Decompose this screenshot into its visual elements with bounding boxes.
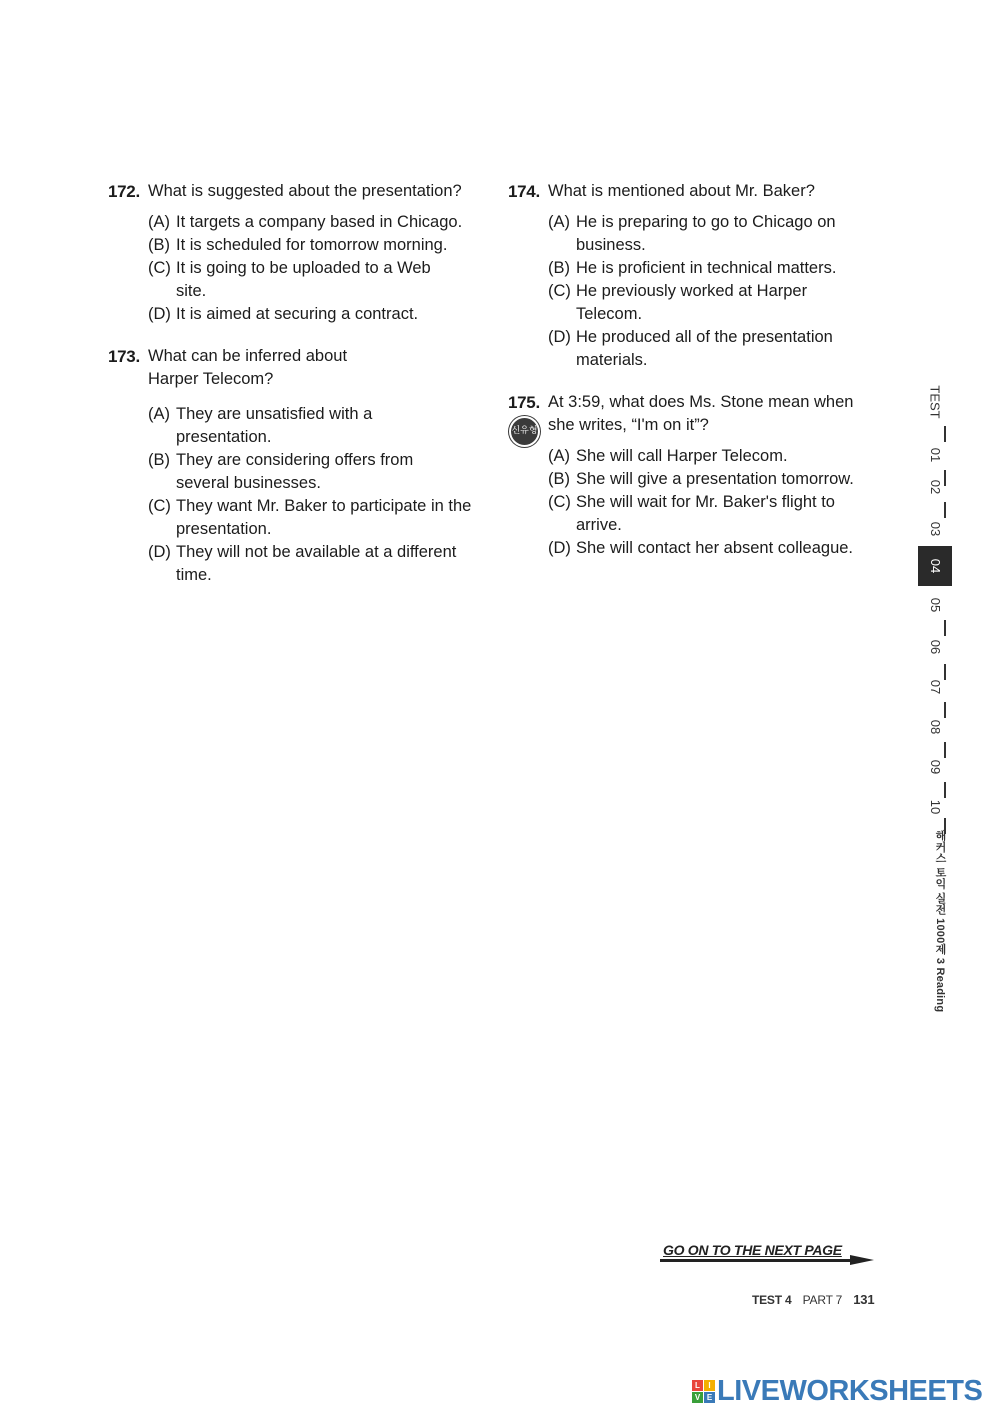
test-index-number: 03 (928, 521, 943, 537)
brand-name: LIVEWORKSHEETS (717, 1374, 983, 1407)
divider (944, 502, 946, 518)
option-c[interactable] (148, 257, 451, 303)
test-index-number: 04 (928, 558, 943, 574)
test-index-10[interactable] (918, 796, 952, 818)
logo-cell: L (692, 1380, 703, 1391)
liveworksheets-logo (692, 1374, 982, 1408)
option-text: She will wait for Mr. Baker's flight to arrive. (576, 493, 835, 534)
test-index-04-active[interactable] (918, 546, 952, 586)
option-text: He is proficient in technical matters. (576, 259, 837, 277)
logo-cell: I (704, 1380, 715, 1391)
option-a[interactable] (548, 445, 878, 468)
option-text: They want Mr. Baker to participate in the presentation. (176, 497, 472, 538)
answer-options (508, 211, 878, 372)
option-letter: (D) (148, 305, 171, 323)
question-stem (508, 391, 878, 437)
test-index-number: 05 (928, 597, 943, 613)
question-stem (108, 180, 488, 203)
next-page-label: GO ON TO THE NEXT PAGE (663, 1242, 842, 1258)
question-number: 172. (108, 182, 140, 201)
option-letter: (A) (548, 447, 570, 465)
answer-options (108, 403, 488, 587)
test-index-label (918, 382, 952, 422)
divider (944, 620, 946, 636)
question-text: At 3:59, what does Ms. Stone mean when she writes, “I'm on it”? (548, 393, 854, 434)
answer-options (508, 445, 878, 560)
option-text: They are considering offers from several businesses. (176, 451, 414, 492)
arrow-right-icon (660, 1254, 875, 1268)
option-text: It targets a company based in Chicago. (176, 213, 463, 231)
option-text: He is preparing to go to Chicago on business. (576, 213, 836, 254)
option-text: She will contact her absent colleague. (576, 539, 854, 557)
test-index-09[interactable] (918, 756, 952, 778)
option-letter: (A) (548, 213, 570, 231)
question-173 (108, 345, 488, 587)
option-text: They will not be available at a different time. (176, 543, 457, 584)
test-index-02[interactable] (918, 476, 952, 498)
test-index-05[interactable] (918, 594, 952, 616)
option-letter: (B) (548, 259, 570, 277)
option-letter: (C) (548, 282, 571, 300)
footer-test: TEST 4 (752, 1293, 792, 1307)
question-172 (108, 180, 488, 326)
next-page-indicator[interactable] (660, 1242, 875, 1268)
option-b[interactable] (148, 449, 446, 495)
answer-options (108, 211, 488, 326)
question-stem (108, 345, 388, 391)
liveworksheets-icon (692, 1380, 715, 1403)
option-c[interactable] (548, 491, 866, 537)
option-text: He previously worked at Harper Telecom. (576, 282, 808, 323)
option-text: She will call Harper Telecom. (576, 447, 788, 465)
option-letter: (B) (148, 451, 170, 469)
test-index-06[interactable] (918, 636, 952, 658)
option-a[interactable] (548, 211, 866, 257)
test-index-label-text: TEST (927, 385, 943, 419)
option-text: It is scheduled for tomorrow morning. (176, 236, 448, 254)
option-d[interactable] (148, 541, 486, 587)
option-c[interactable] (148, 495, 476, 541)
test-index-number: 02 (928, 479, 943, 495)
test-index-number: 07 (928, 679, 943, 695)
option-b[interactable] (148, 234, 488, 257)
option-d[interactable] (548, 326, 866, 372)
option-letter: (C) (148, 259, 171, 277)
option-letter: (D) (548, 539, 571, 557)
question-number: 174. (508, 182, 540, 201)
option-letter: (D) (548, 328, 571, 346)
test-index-number: 09 (928, 759, 943, 775)
footer-part: PART 7 (802, 1293, 843, 1307)
book-title: 해커스 토익 실전 1000제 3 Reading (934, 830, 946, 1013)
question-text: What is suggested about the presentation? (148, 182, 462, 200)
test-index-07[interactable] (918, 676, 952, 698)
page-footer (752, 1292, 874, 1307)
test-index-number: 01 (928, 447, 943, 463)
page-number: 131 (853, 1292, 875, 1307)
option-text: She will give a presentation tomorrow. (576, 470, 854, 488)
question-stem (508, 180, 878, 203)
option-d[interactable] (548, 537, 878, 560)
option-a[interactable] (148, 403, 396, 449)
question-text: What can be inferred about Harper Telecom? (148, 347, 348, 388)
option-letter: (D) (148, 543, 171, 561)
test-index-01[interactable] (918, 444, 952, 466)
question-174 (508, 180, 878, 372)
divider (944, 426, 946, 442)
test-index-03[interactable] (918, 518, 952, 540)
option-letter: (C) (548, 493, 571, 511)
option-letter: (B) (148, 236, 170, 254)
test-index-08[interactable] (918, 716, 952, 738)
logo-cell: E (704, 1392, 715, 1403)
option-c[interactable] (548, 280, 836, 326)
option-text: They are unsatisfied with a presentation. (176, 405, 373, 446)
option-text: He produced all of the presentation materials. (576, 328, 833, 369)
test-index-number: 06 (928, 639, 943, 655)
question-number: 175. (508, 393, 540, 412)
option-b[interactable] (548, 468, 878, 491)
test-index-number: 08 (928, 719, 943, 735)
option-b[interactable] (548, 257, 878, 280)
option-letter: (A) (148, 213, 170, 231)
question-175 (508, 391, 878, 560)
option-text: It is aimed at securing a contract. (176, 305, 419, 323)
option-letter: (A) (148, 405, 170, 423)
option-d[interactable] (148, 303, 488, 326)
option-letter: (B) (548, 470, 570, 488)
new-type-badge-icon: 신유형 (511, 418, 538, 445)
option-text: It is going to be uploaded to a Web site. (176, 259, 431, 300)
option-a[interactable] (148, 211, 488, 234)
logo-cell: V (692, 1392, 703, 1403)
question-number: 173. (108, 347, 140, 366)
test-index-number: 10 (928, 799, 943, 815)
question-text: What is mentioned about Mr. Baker? (548, 182, 815, 200)
option-letter: (C) (148, 497, 171, 515)
